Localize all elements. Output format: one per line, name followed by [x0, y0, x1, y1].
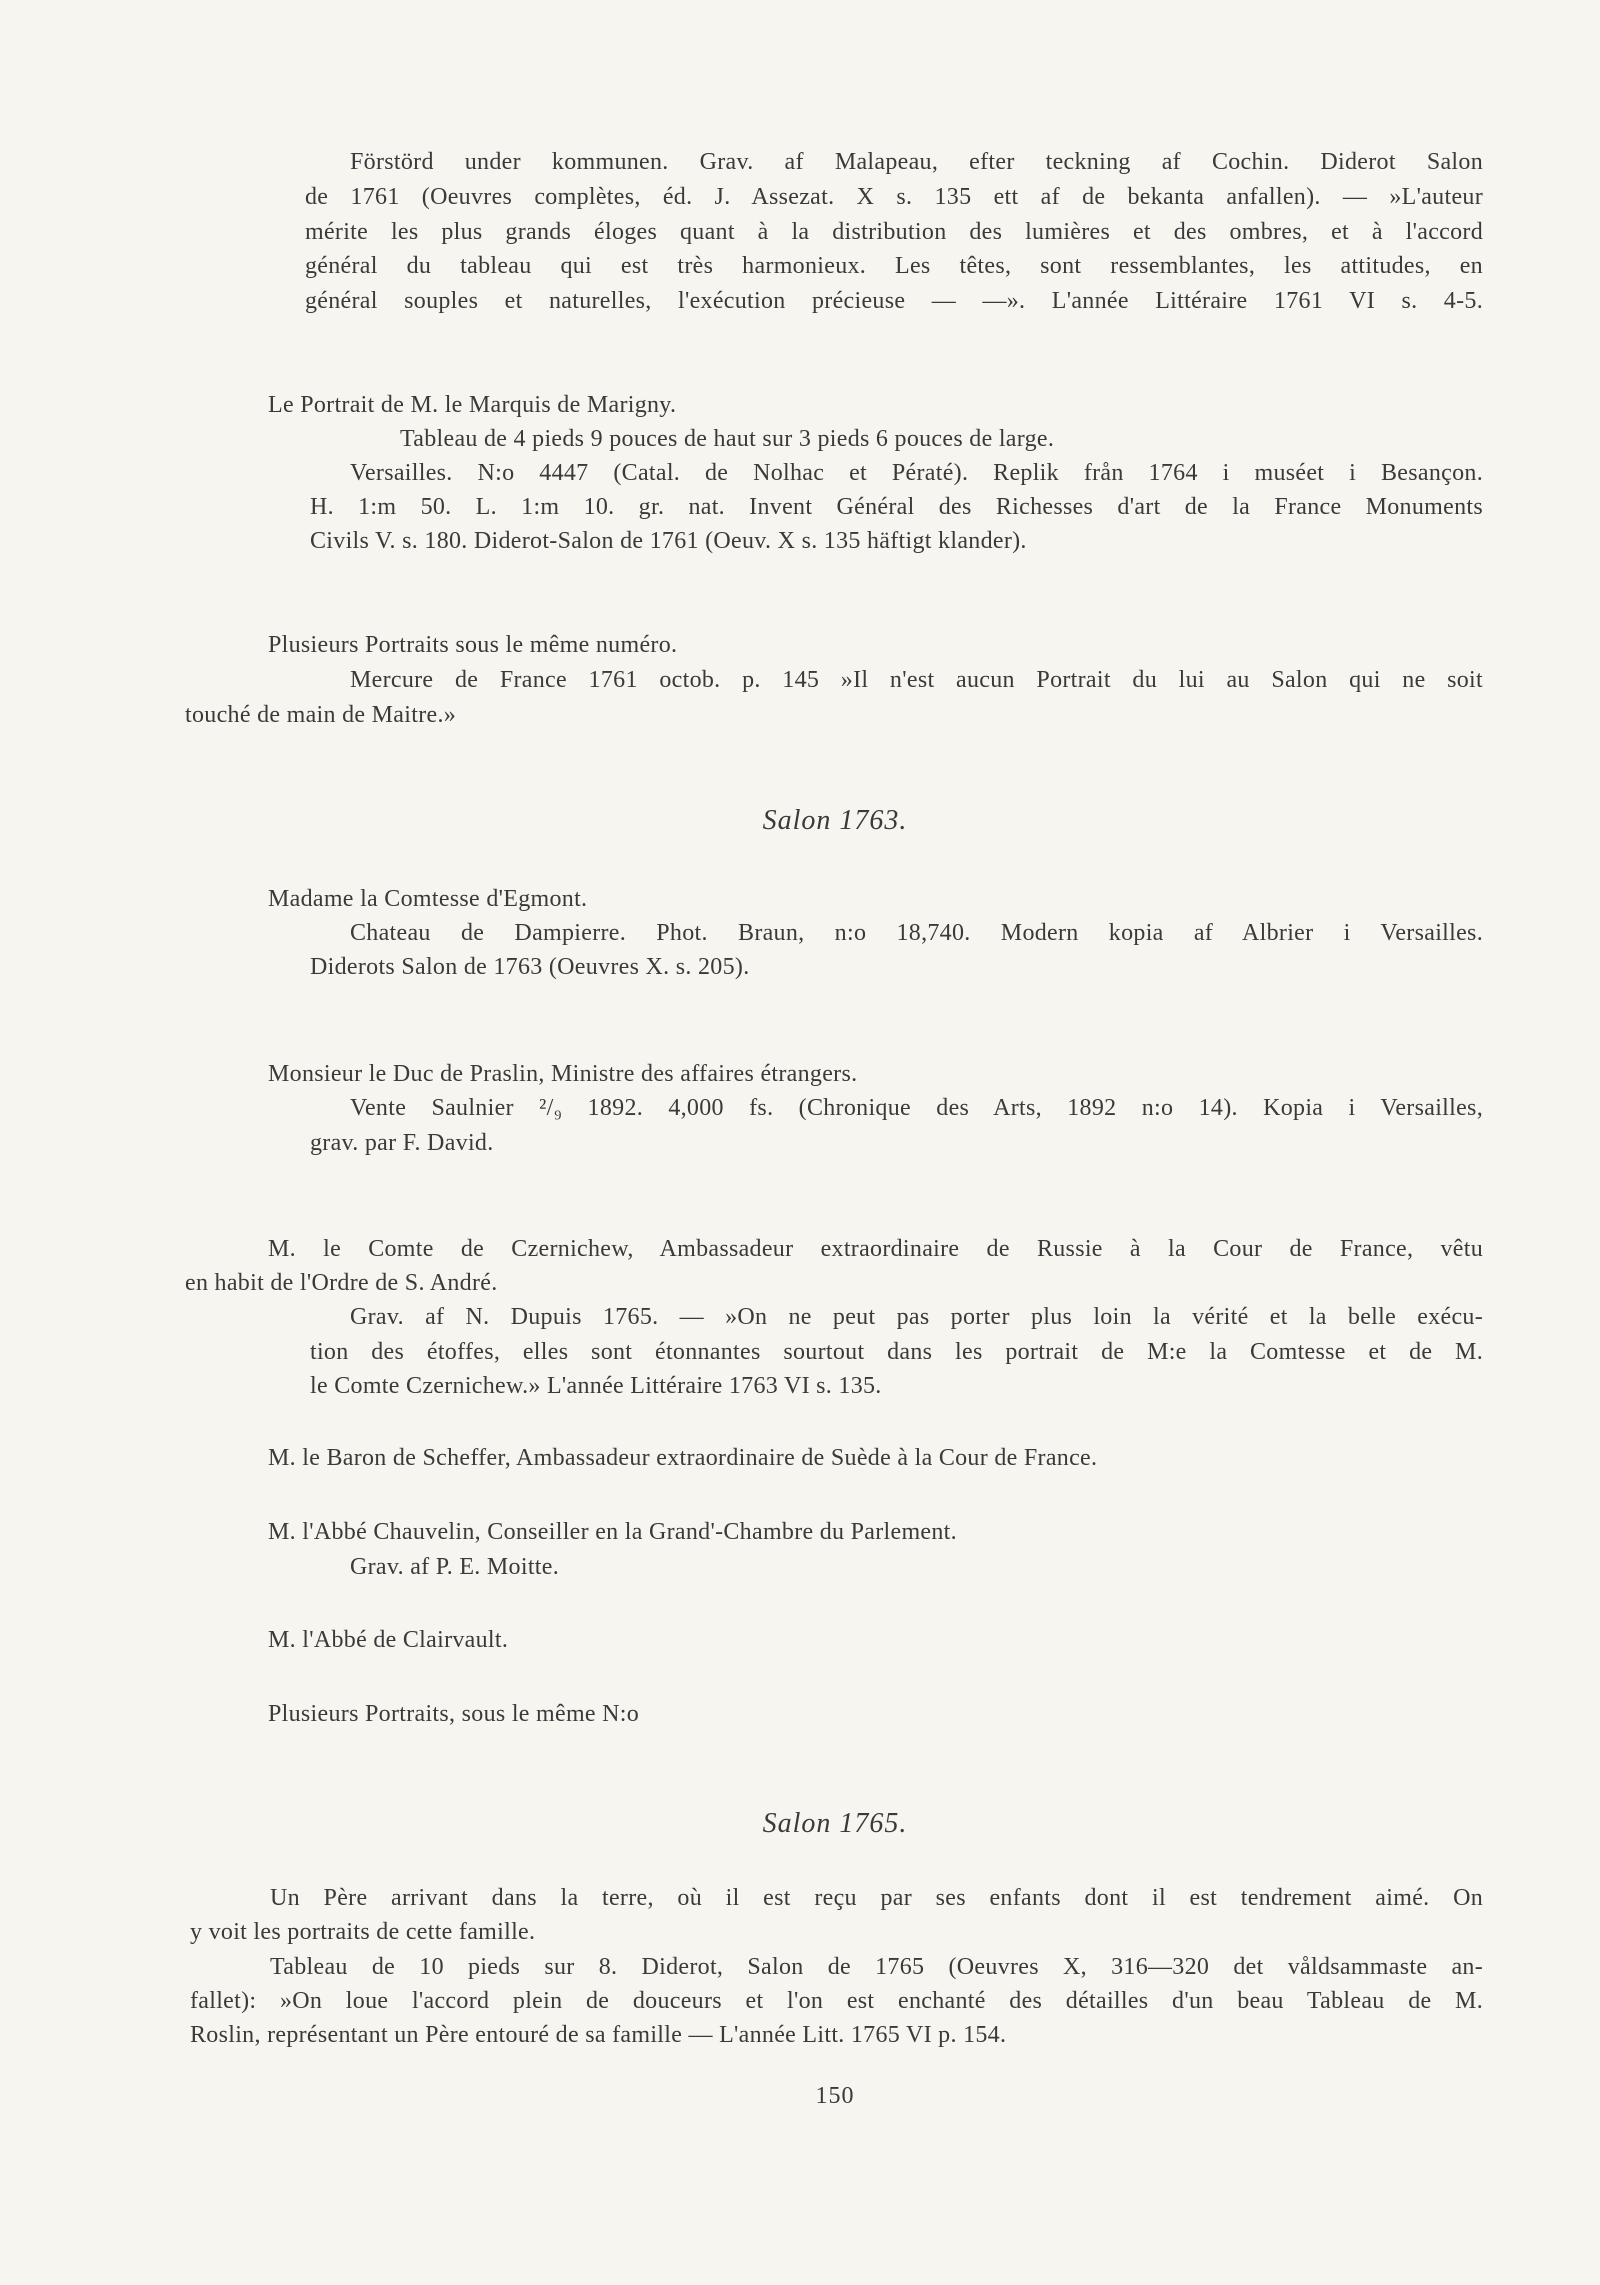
text-line: Civils V. s. 180. Diderot-Salon de 1761 (Oeuv. X s. 135 häftigt klander). [310, 528, 1027, 554]
text-line: tion des étoffes, elles sont étonnantes sourtout dans les portrait de M:e la Comtesse et de M. [310, 1339, 1483, 1365]
text-line: Roslin, représentant un Père entouré de sa famille — L'année Litt. 1765 VI p. 154. [190, 2022, 1007, 2048]
text-line: Grav. af P. E. Moitte. [350, 1554, 560, 1580]
text-line: Chateau de Dampierre. Phot. Braun, n:o 18,740. Modern kopia af Albrier i Versailles. [350, 920, 1483, 946]
text-line: de 1761 (Oeuvres complètes, éd. J. Assezat. X s. 135 ett af de bekanta anfallen). — »L'auteur [305, 184, 1483, 210]
page-number: 150 [815, 2083, 855, 2109]
entry-title: Madame la Comtesse d'Egmont. [268, 886, 588, 912]
text-line: H. 1:m 50. L. 1:m 10. gr. nat. Invent Général des Richesses d'art de la France Monuments [310, 494, 1483, 520]
text-line: Mercure de France 1761 octob. p. 145 »Il n'est aucun Portrait du lui au Salon qui ne soit [350, 667, 1483, 693]
text-line: fallet): »On loue l'accord plein de douceurs et l'on est enchanté des détailles d'un beau Tableau de M. [190, 1988, 1483, 2014]
text-line: Diderots Salon de 1763 (Oeuvres X. s. 205). [310, 954, 750, 980]
entry-title: M. le Comte de Czernichew, Ambassadeur extraordinaire de Russie à la Cour de France, vêtu [268, 1236, 1483, 1262]
text-line: général du tableau qui est très harmonieux. Les têtes, sont ressemblantes, les attitudes, en [305, 253, 1483, 279]
text-line: grav. par F. David. [310, 1130, 494, 1156]
entry-title: M. l'Abbé Chauvelin, Conseiller en la Grand'-Chambre du Parlement. [268, 1519, 957, 1545]
entry-title: Monsieur le Duc de Praslin, Ministre des affaires étrangers. [268, 1061, 858, 1087]
text-line: Vente Saulnier ²/₉ 1892. 4,000 fs. (Chronique des Arts, 1892 n:o 14). Kopia i Versailles, [350, 1095, 1483, 1121]
entry-title: M. l'Abbé de Clairvault. [268, 1627, 509, 1653]
text-line: Grav. af N. Dupuis 1765. — »On ne peut pas porter plus loin la vérité et la belle exécu- [350, 1304, 1483, 1330]
text-line: Tableau de 4 pieds 9 pouces de haut sur 3 pieds 6 pouces de large. [400, 426, 1055, 452]
text-line: Förstörd under kommunen. Grav. af Malapeau, efter teckning af Cochin. Diderot Salon [350, 149, 1483, 175]
text-line: général souples et naturelles, l'exécution précieuse — —». L'année Littéraire 1761 VI s. 4-5. [305, 288, 1483, 314]
text-line: y voit les portraits de cette famille. [190, 1919, 536, 1945]
entry-title: Le Portrait de M. le Marquis de Marigny. [268, 392, 677, 418]
text-line: touché de main de Maitre.» [185, 702, 457, 728]
text-line: mérite les plus grands éloges quant à la distribution des lumières et des ombres, et à l'accord [305, 219, 1483, 245]
entry-title: Un Père arrivant dans la terre, où il est reçu par ses enfants dont il est tendrement aimé. On [270, 1885, 1483, 1911]
text-line: le Comte Czernichew.» L'année Littéraire 1763 VI s. 135. [310, 1373, 882, 1399]
text-line: en habit de l'Ordre de S. André. [185, 1270, 498, 1296]
text-line: Tableau de 10 pieds sur 8. Diderot, Salon de 1765 (Oeuvres X, 316—320 det våldsammaste an- [270, 1954, 1483, 1980]
section-heading: Salon 1765. [762, 1808, 908, 1839]
text-line: Versailles. N:o 4447 (Catal. de Nolhac et Pératé). Replik från 1764 i muséet i Besançon. [350, 460, 1483, 486]
section-heading: Salon 1763. [762, 805, 908, 836]
entry-title: M. le Baron de Scheffer, Ambassadeur extraordinaire de Suède à la Cour de France. [268, 1445, 1098, 1471]
entry-title: Plusieurs Portraits sous le même numéro. [268, 632, 678, 658]
entry-title: Plusieurs Portraits, sous le même N:o [268, 1701, 640, 1727]
